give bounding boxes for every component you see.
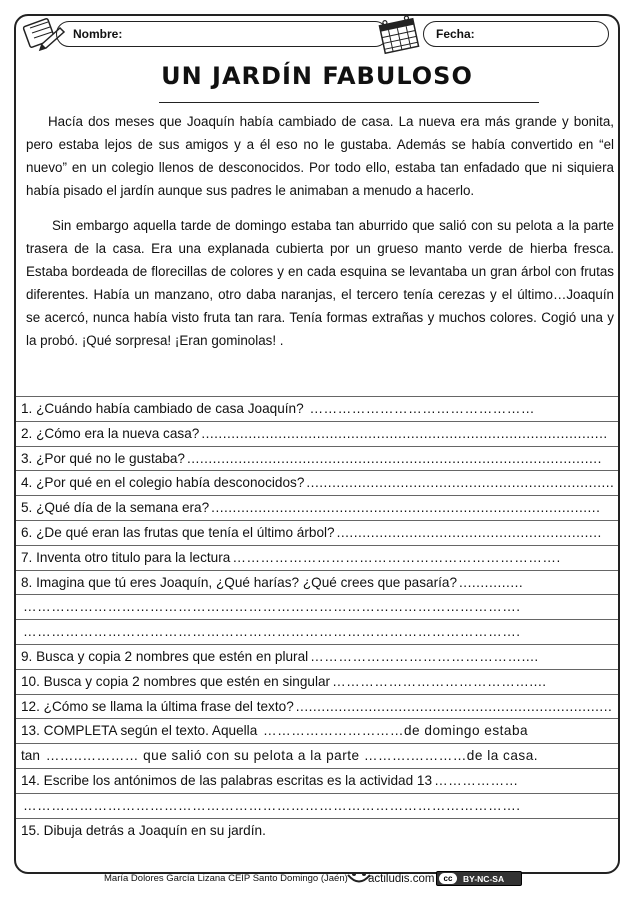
question-text: 12. ¿Cómo se llama la última frase del texto?: [21, 698, 294, 714]
question-item[interactable]: [21, 497, 617, 519]
question-text: 1. ¿Cuándo había cambiado de casa Joaquín?: [21, 401, 308, 416]
answer-dots: …………………………………………………………………………………………….: [23, 599, 521, 615]
answer-dots: ........................................................................: [306, 475, 615, 491]
question-separator: [16, 669, 618, 670]
question-separator: [16, 446, 618, 447]
question-item[interactable]: [21, 745, 617, 767]
footer-author: María Dolores García Lizana CEIP Santo Domingo (Jaén): [104, 873, 348, 884]
footer-site-link[interactable]: actiludis.com: [368, 873, 435, 885]
answer-dots: …………………………de domingo estaba: [263, 723, 529, 739]
question-item[interactable]: [21, 720, 617, 742]
title-underline: [159, 102, 539, 103]
question-item[interactable]: [21, 398, 617, 420]
question-text: 13. COMPLETA según el texto. Aquella: [21, 723, 262, 739]
answer-dots: ……………………………………....: [332, 673, 547, 689]
question-text: 2. ¿Cómo era la nueva casa?: [21, 425, 200, 441]
question-text: 8. Imagina que tú eres Joaquín, ¿Qué harías? ¿Qué crees que pasaría?: [21, 574, 458, 590]
question-separator: [16, 619, 618, 620]
answer-dots: .................................................................................................: [187, 450, 602, 466]
worksheet-frame: [14, 14, 620, 874]
question-text: tan: [21, 748, 44, 764]
page-title: UN JARDÍN FABULOSO: [161, 62, 473, 90]
question-text: 3. ¿Por qué no le gustaba?: [21, 450, 185, 466]
question-text: 4. ¿Por qué en el colegio había desconocidos?: [21, 475, 305, 491]
question-text: 9. Busca y copia 2 nombres que estén en plural: [21, 649, 309, 664]
answer-dots: ...............................................................................................: [201, 425, 608, 441]
answer-dots: ..............................................................: [336, 525, 602, 540]
question-item[interactable]: [21, 472, 617, 494]
license-text: BY-NC-SA: [463, 874, 505, 884]
date-field[interactable]: [423, 21, 609, 47]
question-separator: [16, 396, 618, 397]
answer-dots: ...............: [459, 574, 524, 590]
answer-dots: …………………………………………………………………………………………….: [23, 624, 521, 640]
question-item[interactable]: [21, 671, 617, 693]
question-separator: [16, 421, 618, 422]
question-separator: [16, 470, 618, 471]
name-label: Nombre:: [73, 27, 123, 41]
question-separator: [16, 570, 618, 571]
story-paragraph: Sin embargo aquella tarde de domingo estaba tan aburrido que salió con su pelota a la parte trasera de la casa. Era una explanada cubierta por un grueso manto verde de hierba fresca. Estaba bordeada de florecillas de colores y en cada esquina se levantaba un gran árbol con frutas diferentes. Había un manzano, otro daba naranjas, el tercero tenía cerezas y el último…Joaquín se acercó, nunca había visto fruta tan rara. Tenía formas extrañas y muchos colores. Cogió una y la probó. ¡Qué sorpresa! ¡Eran gominolas! .: [26, 218, 614, 348]
question-text: 6. ¿De qué eran las frutas que tenía el último árbol?: [21, 525, 335, 540]
question-text: 7. Inventa otro titulo para la lectura: [21, 549, 231, 565]
answer-dots: …………………………………………………………….: [232, 549, 561, 565]
question-text: 10. Busca y copia 2 nombres que estén en singular: [21, 673, 331, 689]
question-item[interactable]: [21, 448, 617, 470]
cc-license-badge[interactable]: [436, 871, 522, 886]
header: [16, 16, 618, 56]
question-item[interactable]: [21, 696, 617, 718]
answer-line[interactable]: [21, 621, 617, 643]
question-item[interactable]: [21, 423, 617, 445]
story-text: [26, 110, 614, 352]
story-paragraph: Hacía dos meses que Joaquín había cambiado de casa. La nueva era más grande y bonita, pero estaba lejos de sus amigos y a él eso no le gustaba. Además se había convertido en “el nuevo” en un colegio llenos de desconocidos. Por todo ello, estaba tan enfadado que ni siquiera había pisado el jardín aunque sus padres le animaban a menudo a hacerlo.: [26, 114, 614, 198]
question-separator: [16, 793, 618, 794]
answer-line[interactable]: [21, 596, 617, 618]
question-text: 5. ¿Qué día de la semana era?: [21, 500, 210, 516]
answer-dots: …………………………………………………………………………………………….: [23, 797, 521, 813]
question-separator: [16, 495, 618, 496]
question-separator: [16, 594, 618, 595]
answer-dots: ………………: [434, 773, 519, 788]
question-text: 15. Dibuja detrás a Joaquín en su jardín.: [21, 822, 266, 838]
question-item[interactable]: [21, 522, 617, 544]
question-separator: [16, 520, 618, 521]
cc-logo: cc: [439, 873, 457, 884]
date-label: Fecha:: [436, 27, 475, 41]
question-separator: [16, 818, 618, 819]
question-separator: [16, 768, 618, 769]
question-item[interactable]: [21, 572, 617, 594]
answer-dots: ……..………… que salió con su pelota a la parte ……….…………de la casa.: [45, 748, 539, 764]
question-separator: [16, 718, 618, 719]
question-separator: [16, 644, 618, 645]
question-separator: [16, 545, 618, 546]
question-separator: [16, 743, 618, 744]
question-separator: [16, 694, 618, 695]
answer-dots: ..........................................................................: [295, 698, 613, 714]
question-item[interactable]: [21, 547, 617, 569]
answer-dots: ...........................................................................................: [211, 500, 601, 516]
question-item[interactable]: [21, 820, 617, 842]
answer-line[interactable]: [21, 795, 617, 817]
answer-dots: …………………………………………: [309, 401, 535, 416]
question-text: 14. Escribe los antónimos de las palabras escritas es la actividad 13: [21, 773, 433, 788]
calendar-icon: [372, 16, 426, 56]
question-item[interactable]: [21, 770, 617, 792]
name-field[interactable]: [56, 21, 388, 47]
answer-dots: ………………………………………....: [310, 649, 539, 664]
question-item[interactable]: [21, 646, 617, 668]
footer: [100, 870, 520, 888]
